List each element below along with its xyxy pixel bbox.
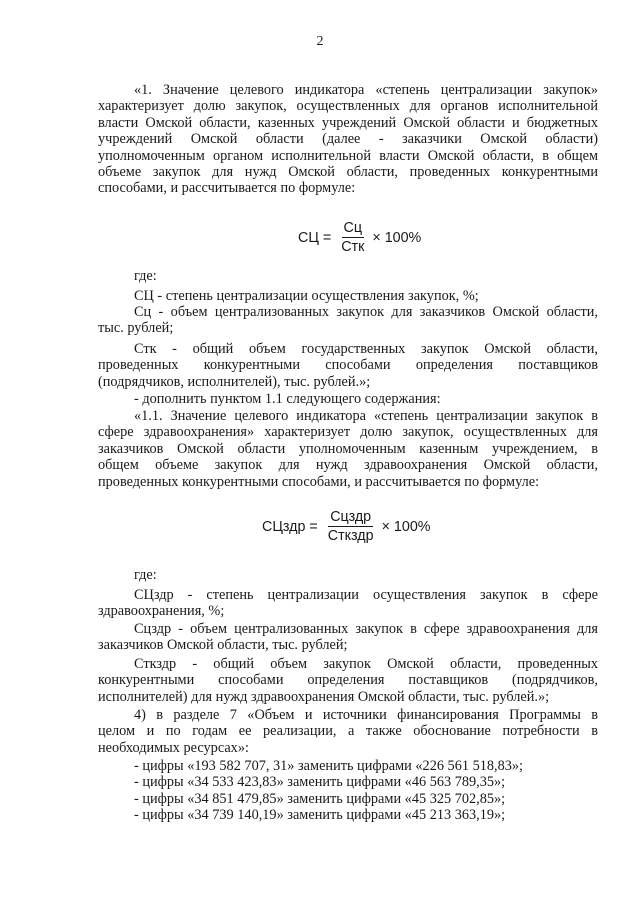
definition-sc-small: Сц - объем централизованных закупок для заказчиков Омской области, тыс. рублей;: [98, 304, 598, 337]
item-4-section-7: 4) в разделе 7 «Объем и источники финансирования Программы в целом и по годам ее реализации, а также обоснование потребности в необходимых ресурсах»:: [98, 707, 598, 756]
list-item: - цифры «193 582 707, 31» заменить цифрами «226 561 518,83»;: [134, 758, 524, 774]
paragraph-healthcare-indicator: «1.1. Значение целевого индикатора «степень централизации закупок в сфере здравоохранения» характеризует долю закупок, осуществленных для заказчиков Омской области уполномоченным казенным учреждением, в общем объеме закупок для нужд здравоохранения Омской области, проведенных конкурентными способами, и рассчитывается по формуле:: [98, 408, 598, 490]
paragraph-centralization-indicator: «1. Значение целевого индикатора «степень централизации закупок» характеризует долю закупок, осуществленных для органов исполнительной власти Омской области, казенных учреждений Омской области и бюджетных учреждений Омской области (далее - заказчики Омской области) уполномоченным органом исполнительной власти Омской области, в общем объеме закупок для нужд Омской области, проведенных конкурентными способами, и рассчитывается по формуле:: [98, 82, 598, 197]
where-label-2: где:: [134, 567, 157, 583]
formula-healthcare-centralization: [262, 509, 430, 544]
where-label: где:: [134, 268, 157, 284]
list-item: - цифры «34 533 423,83» заменить цифрами «46 563 789,35»;: [134, 774, 506, 791]
list-item: - цифры «34 739 140,19» заменить цифрами «45 213 363,19»;: [134, 807, 506, 824]
formula-fraction: [339, 220, 366, 255]
formula-denominator: Стк: [341, 239, 365, 255]
definition-sc-healthcare: СЦздр - степень централизации осуществления закупок в сфере здравоохранения, %;: [98, 587, 598, 620]
formula2-numerator: Сцздр: [330, 509, 372, 525]
formula2-denominator: Сткздр: [327, 528, 374, 544]
formula2-fraction: [326, 509, 376, 544]
definition-stk: Стк - общий объем государственных закупок Омской области, проведенных конкурентными способами определения поставщиков (подрядчиков, исполнителей), тыс. рублей.»;: [98, 341, 598, 390]
formula-centralization: [298, 220, 421, 255]
formula2-lhs: СЦздр =: [262, 518, 318, 535]
formula2-rhs: × 100%: [381, 518, 431, 535]
definition-stk-healthcare: Сткздр - общий объем закупок Омской области, проведенных конкурентными способами определения поставщиков (подрядчиков, исполнителей) для нужд здравоохранения Омской области, тыс. рублей.»;: [98, 656, 598, 705]
replacement-list: [98, 758, 598, 824]
formula-lhs: СЦ =: [298, 229, 332, 246]
add-item-line: - дополнить пунктом 1.1 следующего содержания:: [134, 391, 441, 407]
definition-sc-small-healthcare: Сцздр - объем централизованных закупок в сфере здравоохранения для заказчиков Омской области, тыс. рублей;: [98, 621, 598, 654]
definition-sc: СЦ - степень централизации осуществления закупок, %;: [134, 288, 479, 304]
formula-numerator: Сц: [343, 220, 363, 236]
page-number: 2: [316, 34, 324, 49]
formula-rhs: × 100%: [372, 229, 422, 246]
list-item: - цифры «34 851 479,85» заменить цифрами «45 325 702,85»;: [134, 790, 506, 807]
